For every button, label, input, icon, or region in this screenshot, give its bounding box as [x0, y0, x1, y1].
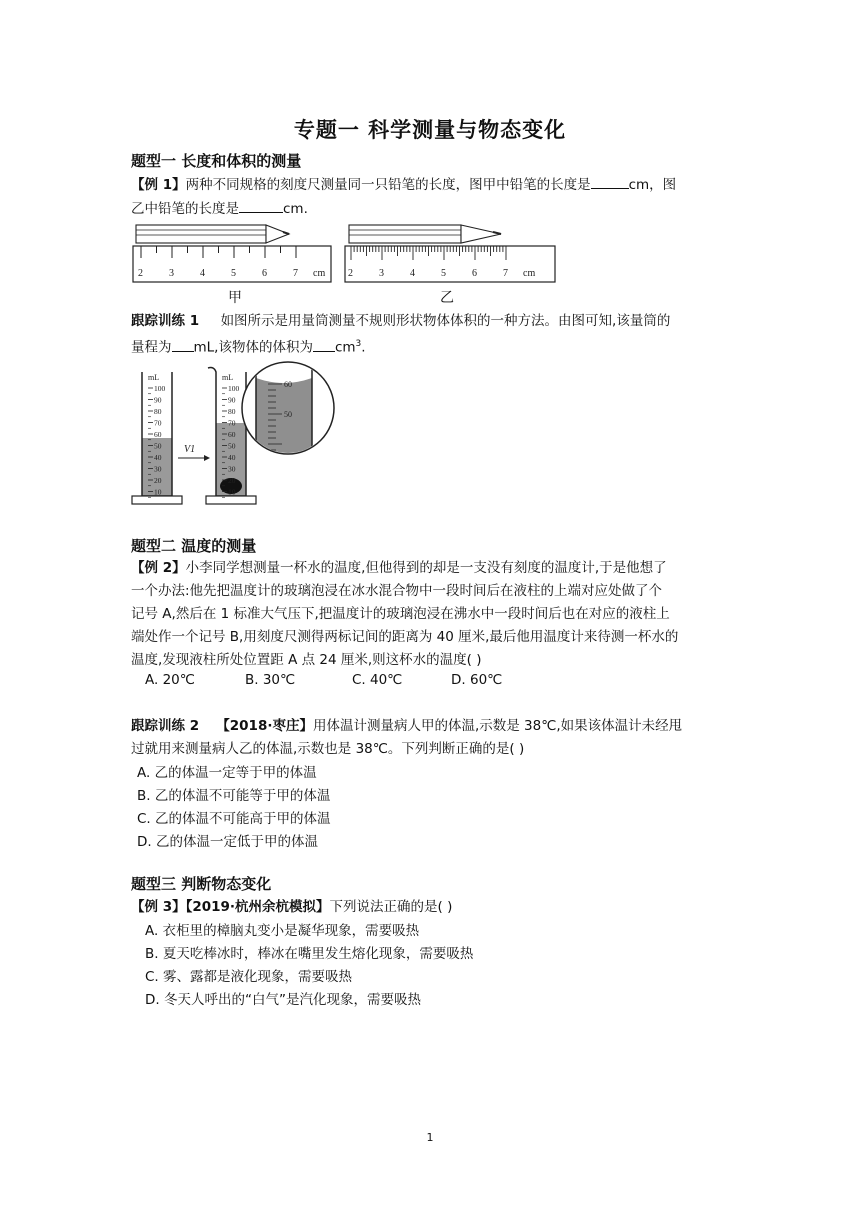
- cylinder-label: 80: [154, 407, 162, 416]
- example-text: 下列说法正确的是( ): [329, 899, 453, 915]
- zoom-label: 50: [284, 410, 292, 419]
- option-c: C. 40℃: [352, 672, 403, 688]
- ruler-label: 5: [441, 268, 446, 279]
- training-text: mL,该物体的体积为: [193, 339, 313, 356]
- example-text: 一个办法:他先把温度计的玻璃泡浸在冰水混合物中一段时间后在液柱的上端对应处做了个: [131, 583, 663, 599]
- figure-caption-jia: 甲: [228, 290, 242, 306]
- ruler-jia: [133, 225, 331, 282]
- option-d: D. 60℃: [451, 672, 503, 688]
- example-text: 端处作一个记号 B,用刻度尺测得两标记间的距离为 40 厘米,最后他用温度计来待测一杯水的: [131, 629, 679, 645]
- graduated-cylinder-1: [132, 372, 182, 504]
- example-text: 记号 A,然后在 1 标准大气压下,把温度计的玻璃泡浸在沸水中一段时间后也在对应的液柱上: [131, 606, 670, 622]
- section-heading-2: 题型二 温度的测量: [131, 537, 257, 555]
- ruler-label: 5: [231, 268, 236, 279]
- ruler-label: 4: [200, 268, 205, 279]
- answer-blank: [172, 336, 194, 352]
- option-a: A. 衣柜里的樟脑丸变小是凝华现象，需要吸热: [145, 923, 420, 939]
- cylinder-label: 50: [154, 441, 162, 451]
- option-c: C. 乙的体温不可能高于甲的体温: [137, 811, 331, 827]
- cylinder-label: 40: [228, 453, 236, 462]
- training-text: 用体温计测量病人甲的体温,示数是 38℃,如果该体温计未经甩: [312, 718, 683, 734]
- example-tag: 【例 1】: [131, 177, 186, 193]
- training-text: cm: [334, 339, 356, 356]
- cylinder-label: 90: [228, 395, 236, 405]
- cylinder-unit: mL: [148, 373, 160, 382]
- ruler-label: 3: [379, 268, 384, 279]
- answer-blank: [313, 336, 335, 352]
- option-a: A. 20℃: [145, 672, 195, 688]
- ruler-label: 3: [169, 268, 174, 279]
- training-1: [131, 310, 731, 360]
- cylinder-label: 50: [228, 441, 236, 451]
- arrow-label: V1: [184, 444, 196, 455]
- cylinder-label: 60: [154, 430, 162, 439]
- option-c: C. 雾、露都是液化现象，需要吸热: [145, 969, 353, 985]
- option-b: B. 夏天吃棒冰时，棒冰在嘴里发生熔化现象，需要吸热: [145, 946, 474, 962]
- example-source: 【2019·杭州余杭模拟】: [185, 899, 330, 915]
- ruler-figure: [131, 222, 561, 288]
- training-text: 量程为: [131, 339, 172, 356]
- example-text: 两种不同规格的刻度尺测量同一只铅笔的长度，图甲中铅笔的长度是: [185, 177, 591, 193]
- cylinder-label: 70: [154, 418, 162, 428]
- page-title: 专题一 科学测量与物态变化: [293, 118, 567, 142]
- cylinder-label: 20: [154, 476, 162, 485]
- zoom-label: 60: [284, 380, 292, 389]
- option-d: D. 冬天人呼出的“白气”是汽化现象，需要吸热: [145, 992, 421, 1008]
- cylinder-label: 80: [228, 407, 236, 416]
- cylinder-label: 10: [228, 487, 236, 497]
- magnified-view: [242, 358, 334, 478]
- cylinder-label: 90: [154, 395, 162, 405]
- option-b: B. 30℃: [245, 672, 296, 688]
- cylinder-label: 30: [154, 464, 162, 474]
- example-tag: 【例 2】: [131, 560, 186, 576]
- ruler-label: 4: [410, 268, 415, 279]
- ruler-unit: cm: [523, 268, 536, 279]
- cylinder-figure: [128, 358, 340, 508]
- superscript: 3: [355, 339, 362, 349]
- cylinder-label: 30: [228, 464, 236, 474]
- cylinder-label: 100: [228, 384, 240, 393]
- training-text: 如图所示是用量筒测量不规则形状物体体积的一种方法。由图可知,该量筒的: [220, 313, 671, 329]
- figure-caption-yi: 乙: [440, 290, 454, 306]
- ruler-unit: cm: [313, 268, 326, 279]
- ruler-yi: [345, 225, 555, 282]
- training-text: .: [361, 339, 366, 356]
- ruler-label: 7: [293, 268, 298, 279]
- option-a: A. 乙的体温一定等于甲的体温: [137, 765, 317, 781]
- example-text: cm.: [283, 201, 308, 217]
- example-1: [131, 173, 731, 221]
- cylinder-unit: mL: [222, 373, 234, 382]
- training-tag: 跟踪训练 1: [131, 313, 200, 329]
- example-text: cm，图: [628, 177, 677, 193]
- example-text: 乙中铅笔的长度是: [131, 201, 239, 217]
- cylinder-label: 70: [228, 418, 236, 428]
- ruler-label: 6: [472, 268, 477, 279]
- cylinder-label: 40: [154, 453, 162, 462]
- cylinder-label: 20: [228, 476, 236, 485]
- option-d: D. 乙的体温一定低于甲的体温: [137, 834, 318, 850]
- answer-blank: [239, 197, 283, 213]
- section-heading-3: 题型三 判断物态变化: [131, 875, 272, 893]
- training-tag: 跟踪训练 2: [131, 718, 200, 734]
- option-b: B. 乙的体温不可能等于甲的体温: [137, 788, 331, 804]
- example-text: 温度,发现液柱所处位置距 A 点 24 厘米,则这杯水的温度( ): [131, 652, 482, 668]
- example-2: [131, 557, 731, 672]
- answer-blank: [591, 173, 629, 189]
- cylinder-label: 60: [228, 430, 236, 439]
- page-number: 1: [426, 1131, 434, 1144]
- training-2: [131, 715, 731, 761]
- section-heading-1: 题型一 长度和体积的测量: [131, 152, 302, 170]
- ruler-label: 2: [138, 268, 143, 279]
- example-tag: 【例 3】: [131, 899, 186, 915]
- ruler-label: 2: [348, 268, 353, 279]
- example-3: [131, 896, 731, 919]
- ruler-label: 6: [262, 268, 267, 279]
- arrow: [178, 444, 210, 461]
- cylinder-label: 10: [154, 487, 162, 497]
- training-source: 【2018·枣庄】: [216, 718, 313, 734]
- example-text: 小李同学想测量一杯水的温度,但他得到的却是一支没有刻度的温度计,于是他想了: [185, 560, 667, 576]
- ruler-label: 7: [503, 268, 508, 279]
- cylinder-label: 100: [154, 384, 166, 393]
- training-text: 过就用来测量病人乙的体温,示数也是 38℃。下列判断正确的是( ): [131, 741, 525, 757]
